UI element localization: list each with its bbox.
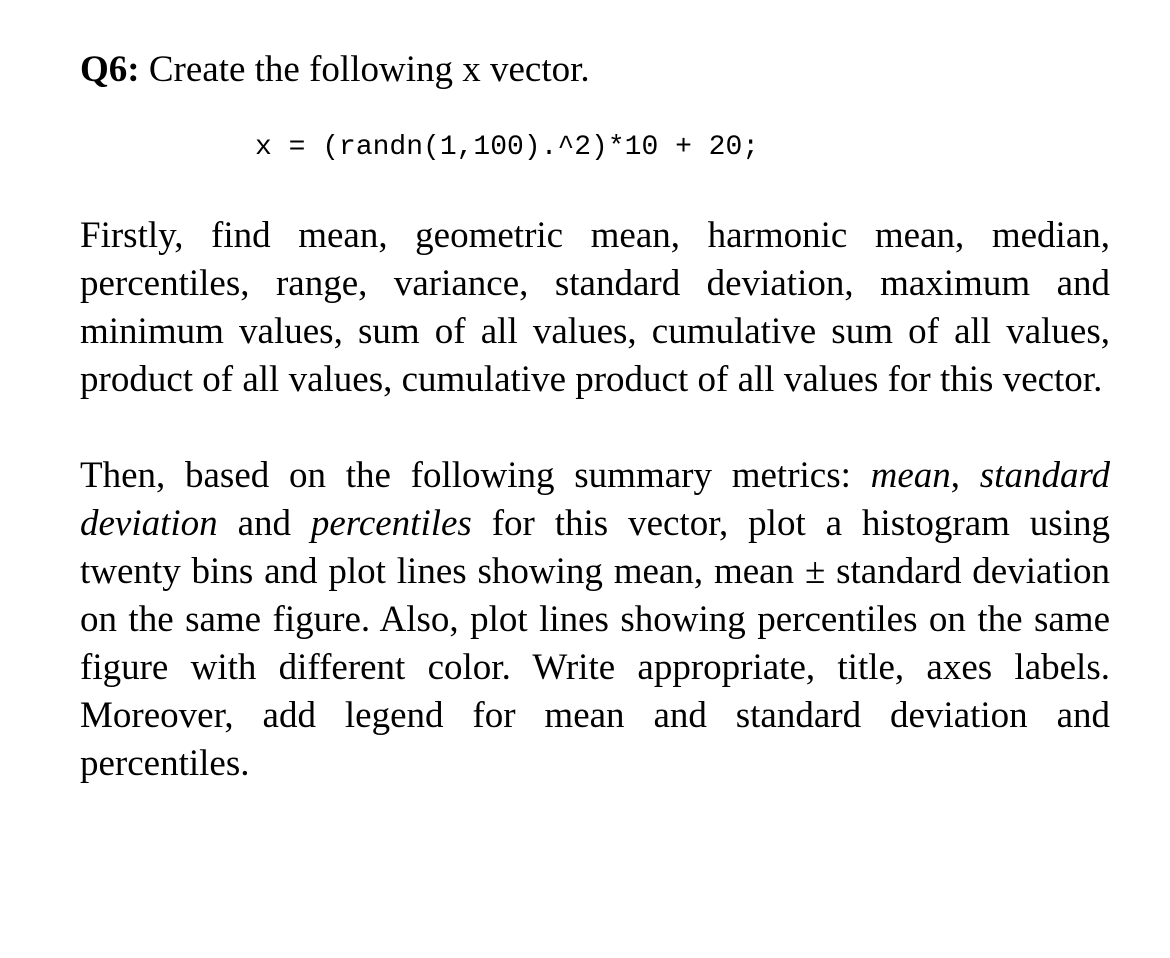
document-page: [80, 44, 1110, 788]
question-label: Q6:: [80, 49, 140, 90]
paragraph-statistics: Firstly, find mean, geometric mean, harmonic mean, median, percentiles, range, variance, standard deviation, maximum and minimum values, sum of all values, cumulative sum of all values, product of all values, cumulative product of all values for this vector.: [80, 215, 1110, 400]
term-standard-deviation: standard deviation: [80, 455, 1110, 544]
question-heading: [80, 44, 1110, 96]
paragraph-plotting-part4: for this vector, plot a histogram using twenty bins and plot lines showing mean, mean ± standard deviation on the same figure. Also, plot lines showing percentiles on the same figure with different color. Write appropriate, title, axes labels. Moreover, add legend for mean and standard deviation and percentiles.: [80, 503, 1110, 784]
term-percentiles: percentiles: [310, 503, 472, 544]
paragraph-plotting: [80, 452, 1110, 788]
paragraph-plotting-part1: Then, based on the following summary metrics:: [80, 455, 871, 496]
question-text: Create the following x vector.: [139, 49, 590, 90]
term-mean: mean: [870, 455, 951, 496]
paragraph-plotting-part3: and: [217, 503, 311, 544]
paragraph-plotting-part2: ,: [950, 455, 980, 496]
code-snippet: x = (randn(1,100).^2)*10 + 20;: [255, 132, 760, 163]
